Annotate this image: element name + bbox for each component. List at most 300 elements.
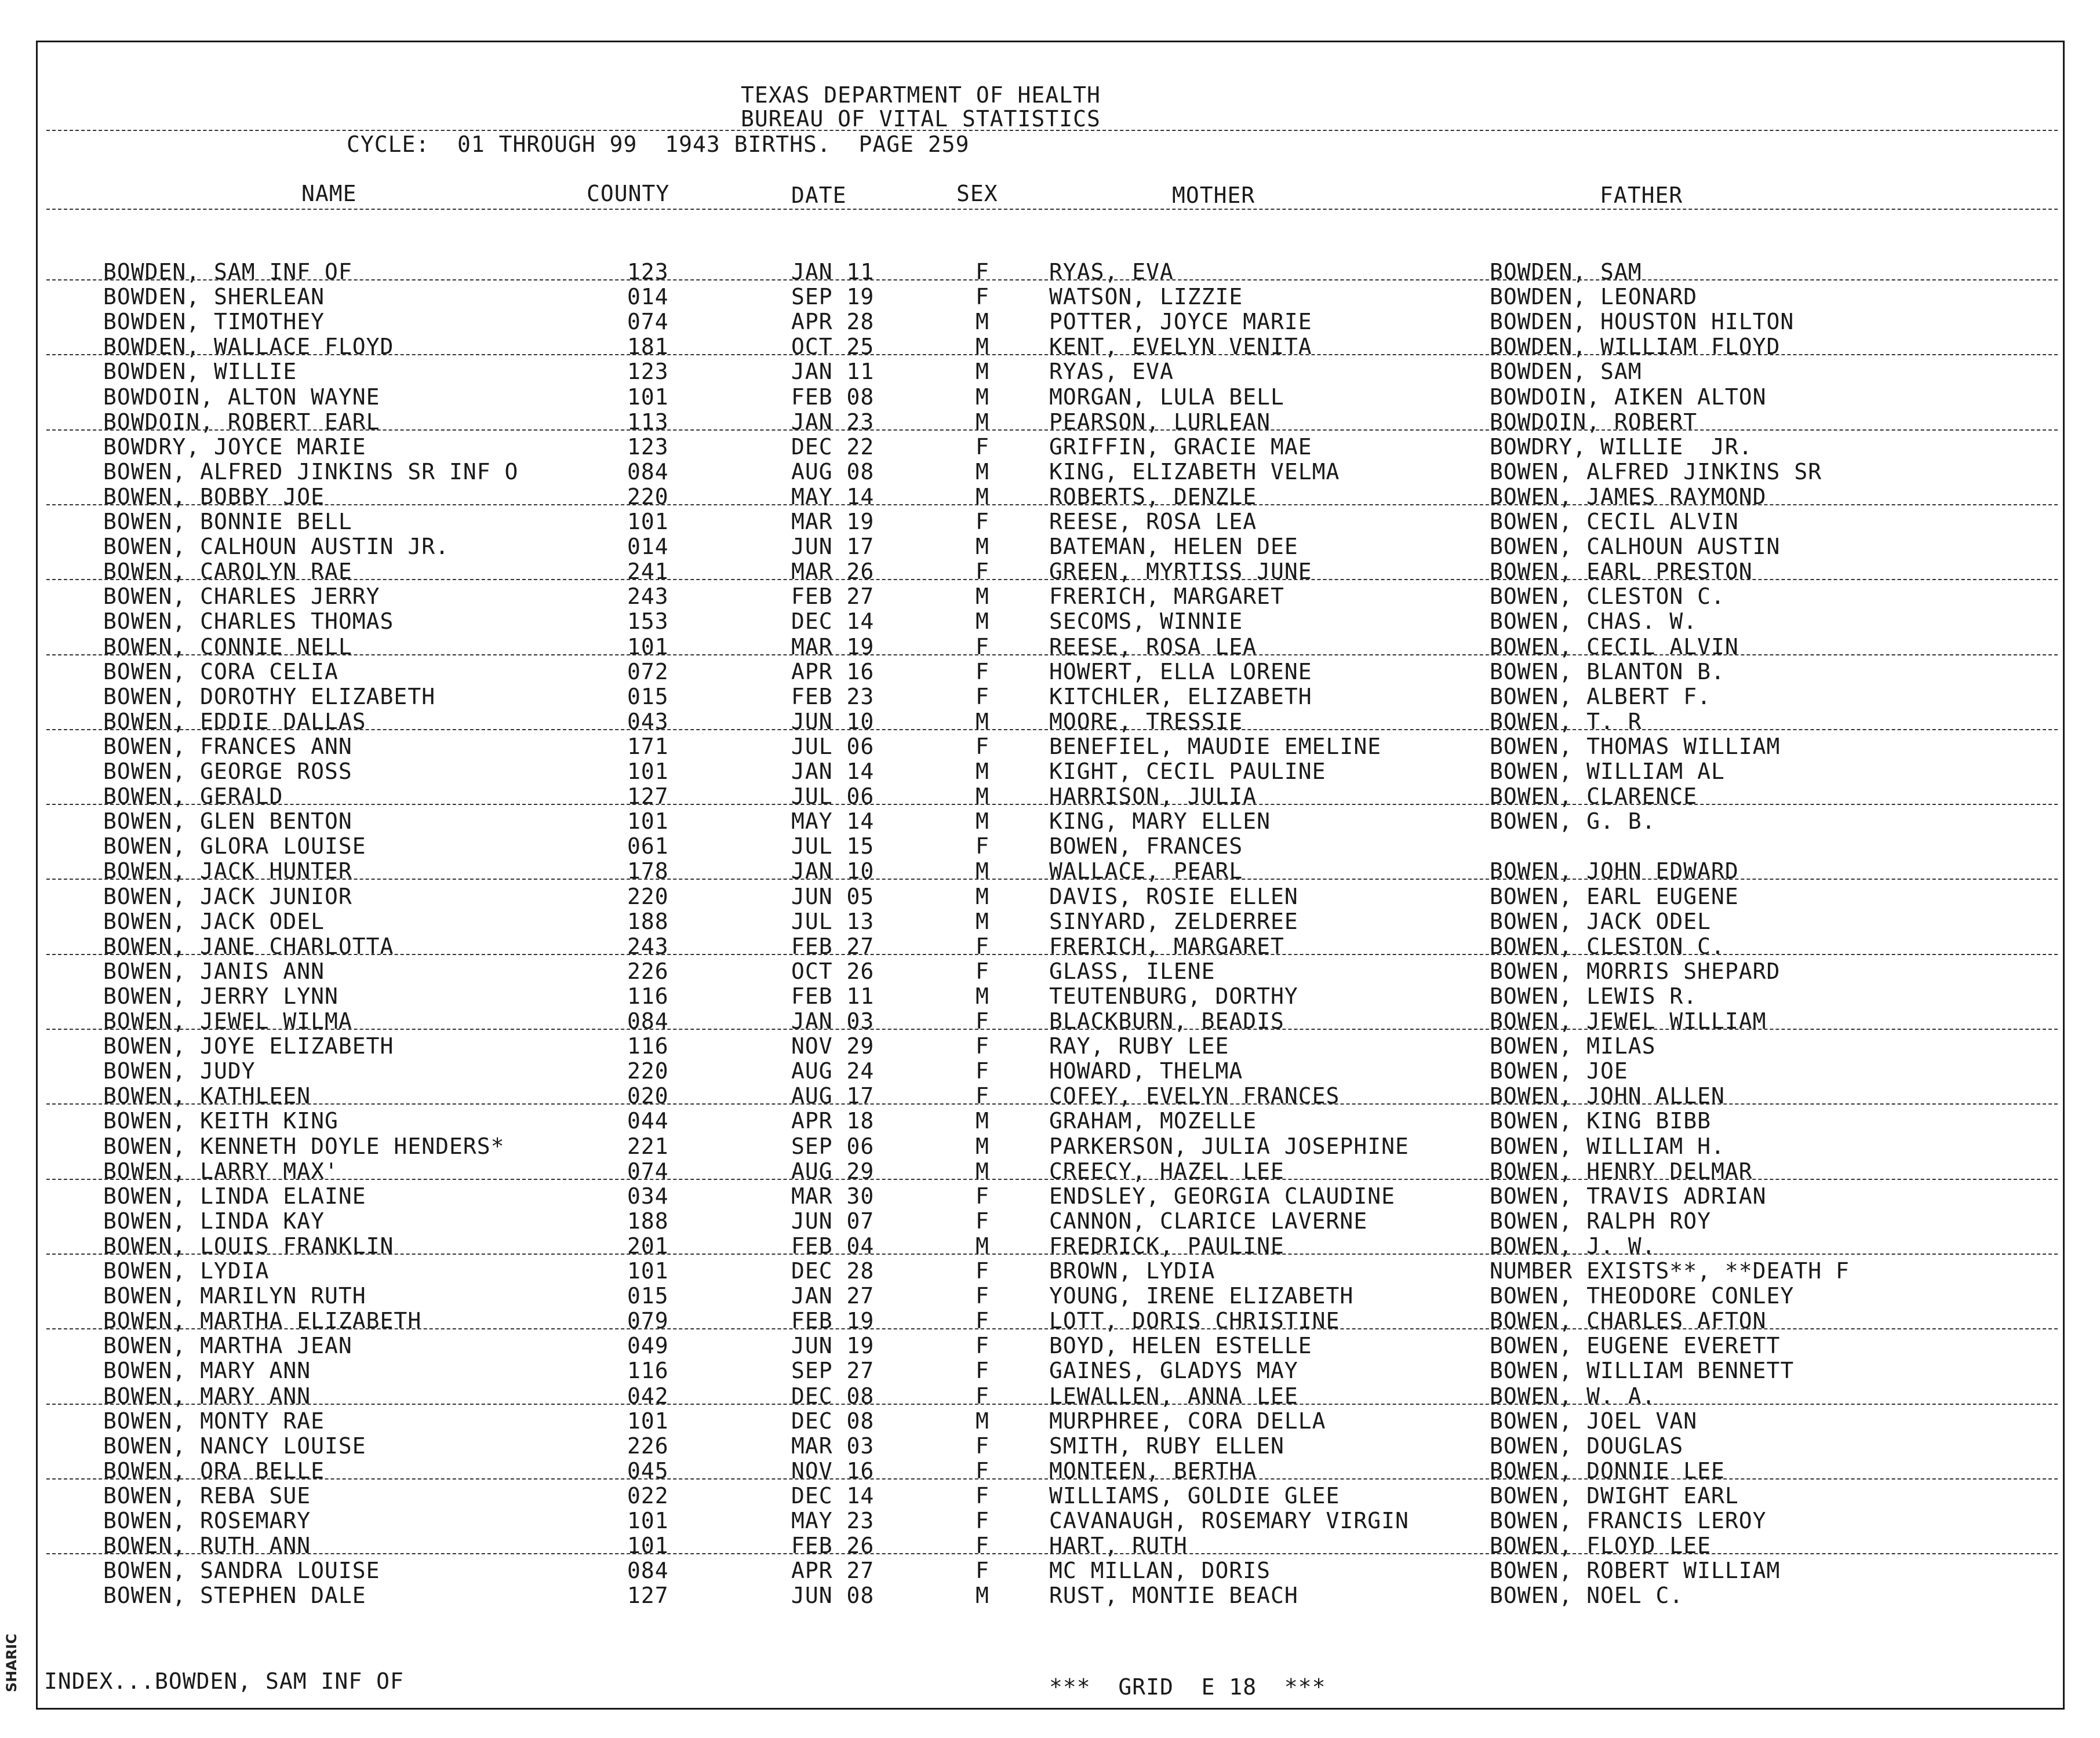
record-county: 101 xyxy=(627,509,669,534)
record-father: BOWEN, EUGENE EVERETT xyxy=(1490,1333,1781,1359)
row-divider xyxy=(46,579,2058,580)
record-mother: MURPHREE, CORA DELLA xyxy=(1049,1408,1326,1434)
record-father: BOWEN, RALPH ROY xyxy=(1490,1208,1712,1234)
record-name: BOWEN, MARY ANN xyxy=(103,1358,311,1384)
record-father: BOWEN, HENRY DELMAR xyxy=(1490,1158,1753,1184)
row-divider xyxy=(46,1404,2058,1405)
record-mother: RYAS, EVA xyxy=(1049,359,1174,385)
record-father: BOWEN, FLOYD LEE xyxy=(1490,1533,1712,1559)
record-sex: M xyxy=(976,409,989,435)
record-county: 043 xyxy=(627,708,669,734)
record-row xyxy=(0,1558,2100,1583)
record-father: BOWEN, JOE xyxy=(1490,1058,1628,1084)
record-sex: M xyxy=(976,908,989,934)
record-row xyxy=(0,1259,2100,1283)
record-row xyxy=(0,1434,2100,1458)
record-father: BOWEN, CLESTON C. xyxy=(1490,584,1725,610)
record-mother: LEWALLEN, ANNA LEE xyxy=(1049,1383,1298,1409)
record-county: 034 xyxy=(627,1183,669,1209)
record-name: BOWEN, BOBBY JOE xyxy=(103,483,325,509)
record-date: JAN 23 xyxy=(791,409,875,435)
record-county: 084 xyxy=(627,1558,669,1584)
record-row xyxy=(0,909,2100,934)
record-mother: BENEFIEL, MAUDIE EMELINE xyxy=(1049,733,1382,759)
record-mother: ENDSLEY, GEORGIA CLAUDINE xyxy=(1049,1183,1395,1209)
record-row xyxy=(0,884,2100,909)
record-mother: BLACKBURN, BEADIS xyxy=(1049,1008,1284,1034)
record-date: SEP 19 xyxy=(791,284,875,310)
record-county: 171 xyxy=(627,733,669,759)
record-name: BOWEN, MONTY RAE xyxy=(103,1408,325,1434)
row-divider xyxy=(46,1328,2058,1329)
record-county: 074 xyxy=(627,309,669,335)
record-name: BOWEN, LINDA KAY xyxy=(103,1208,325,1234)
record-date: SEP 06 xyxy=(791,1133,875,1159)
record-father: BOWEN, WILLIAM BENNETT xyxy=(1490,1358,1795,1384)
record-date: MAY 14 xyxy=(791,483,875,509)
record-mother: KIGHT, CECIL PAULINE xyxy=(1049,759,1326,784)
record-row xyxy=(0,309,2100,334)
record-sex: F xyxy=(976,1283,989,1309)
record-sex: F xyxy=(976,1508,989,1533)
record-father: BOWEN, ROBERT WILLIAM xyxy=(1490,1558,1781,1584)
record-date: MAR 30 xyxy=(791,1183,875,1209)
record-row xyxy=(0,809,2100,833)
record-mother: GLASS, ILENE xyxy=(1049,958,1215,984)
record-date: APR 27 xyxy=(791,1558,875,1584)
record-father: BOWEN, DWIGHT EARL xyxy=(1490,1482,1739,1509)
record-mother: BOYD, HELEN ESTELLE xyxy=(1049,1333,1312,1359)
record-mother: RUST, MONTIE BEACH xyxy=(1049,1583,1298,1609)
record-name: BOWEN, DOROTHY ELIZABETH xyxy=(103,683,436,709)
record-date: NOV 29 xyxy=(791,1033,875,1059)
column-header-father: FATHER xyxy=(1600,183,1683,208)
record-county: 049 xyxy=(627,1333,669,1359)
record-row xyxy=(0,660,2100,684)
record-date: JAN 14 xyxy=(791,759,875,784)
record-mother: YOUNG, IRENE ELIZABETH xyxy=(1049,1283,1354,1309)
record-county: 123 xyxy=(627,259,669,285)
record-date: DEC 14 xyxy=(791,609,875,635)
record-date: AUG 24 xyxy=(791,1058,875,1084)
record-date: JUN 05 xyxy=(791,883,875,909)
record-row xyxy=(0,1333,2100,1358)
record-row xyxy=(0,1284,2100,1308)
record-sex: M xyxy=(976,609,989,635)
record-name: BOWEN, REBA SUE xyxy=(103,1482,311,1509)
record-father: BOWEN, JOEL VAN xyxy=(1490,1408,1698,1434)
record-father: BOWEN, CALHOUN AUSTIN xyxy=(1490,534,1781,560)
record-father: BOWEN, WILLIAM AL xyxy=(1490,759,1725,784)
record-sex: F xyxy=(976,259,989,285)
record-date: SEP 27 xyxy=(791,1358,875,1384)
record-date: JAN 11 xyxy=(791,359,875,385)
record-date: JUL 15 xyxy=(791,833,875,859)
record-father: BOWEN, BLANTON B. xyxy=(1490,658,1725,684)
record-name: BOWEN, EDDIE DALLAS xyxy=(103,708,366,734)
record-mother: FRERICH, MARGARET xyxy=(1049,933,1284,959)
bureau-title: BUREAU OF VITAL STATISTICS xyxy=(741,106,1101,132)
record-date: FEB 08 xyxy=(791,384,875,410)
record-county: 042 xyxy=(627,1383,669,1409)
record-county: 101 xyxy=(627,1258,669,1284)
record-date: FEB 04 xyxy=(791,1233,875,1259)
record-date: JUN 08 xyxy=(791,1583,875,1609)
record-mother: FREDRICK, PAULINE xyxy=(1049,1233,1284,1259)
record-father: BOWEN, MORRIS SHEPARD xyxy=(1490,958,1781,984)
record-sex: M xyxy=(976,384,989,410)
record-mother: HART, RUTH xyxy=(1049,1533,1188,1559)
record-county: 226 xyxy=(627,958,669,984)
record-date: JUN 07 xyxy=(791,1208,875,1234)
record-row xyxy=(0,684,2100,709)
record-date: AUG 29 xyxy=(791,1158,875,1184)
record-name: BOWEN, JACK ODEL xyxy=(103,908,325,934)
record-county: 123 xyxy=(627,359,669,385)
record-sex: M xyxy=(976,458,989,484)
record-father: BOWEN, CLESTON C. xyxy=(1490,933,1725,959)
record-sex: M xyxy=(976,784,989,810)
side-label: SHARIC xyxy=(3,1634,20,1692)
record-row xyxy=(0,1358,2100,1383)
record-county: 113 xyxy=(627,409,669,435)
record-mother: FRERICH, MARGARET xyxy=(1049,584,1284,610)
record-county: 181 xyxy=(627,334,669,360)
record-sex: F xyxy=(976,658,989,684)
record-name: BOWEN, GLORA LOUISE xyxy=(103,833,366,859)
grid-label: *** GRID E 18 *** xyxy=(1049,1674,1326,1700)
record-father: BOWEN, FRANCIS LEROY xyxy=(1490,1508,1767,1533)
record-date: FEB 26 xyxy=(791,1533,875,1559)
record-sex: F xyxy=(976,509,989,534)
record-county: 123 xyxy=(627,433,669,460)
record-father: BOWEN, MILAS xyxy=(1490,1033,1656,1059)
record-county: 153 xyxy=(627,609,669,635)
record-father: BOWEN, JOHN ALLEN xyxy=(1490,1083,1725,1109)
record-father: BOWEN, THEODORE CONLEY xyxy=(1490,1283,1795,1309)
record-sex: F xyxy=(976,633,989,660)
record-county: 226 xyxy=(627,1433,669,1459)
record-name: BOWEN, ORA BELLE xyxy=(103,1458,325,1484)
record-county: 022 xyxy=(627,1482,669,1509)
record-father: BOWDEN, HOUSTON HILTON xyxy=(1490,309,1795,335)
record-county: 188 xyxy=(627,908,669,934)
record-row xyxy=(0,1034,2100,1058)
record-mother: RYAS, EVA xyxy=(1049,259,1174,285)
record-name: BOWEN, CHARLES JERRY xyxy=(103,584,380,610)
record-name: BOWEN, GERALD xyxy=(103,784,283,810)
record-father: BOWEN, ALBERT F. xyxy=(1490,683,1712,709)
record-date: OCT 26 xyxy=(791,958,875,984)
record-date: JAN 10 xyxy=(791,858,875,884)
record-date: APR 28 xyxy=(791,309,875,335)
row-divider xyxy=(46,1179,2058,1180)
row-divider xyxy=(46,879,2058,880)
record-name: BOWEN, JOYE ELIZABETH xyxy=(103,1033,394,1059)
record-name: BOWEN, MARY ANN xyxy=(103,1383,311,1409)
record-date: JUN 10 xyxy=(791,708,875,734)
record-row xyxy=(0,959,2100,983)
record-sex: F xyxy=(976,1008,989,1034)
record-name: BOWEN, CHARLES THOMAS xyxy=(103,609,394,635)
record-sex: F xyxy=(976,1058,989,1084)
record-county: 127 xyxy=(627,1583,669,1609)
record-date: MAY 23 xyxy=(791,1508,875,1533)
record-sex: M xyxy=(976,1158,989,1184)
record-name: BOWEN, KENNETH DOYLE HENDERS* xyxy=(103,1133,505,1159)
record-sex: F xyxy=(976,1208,989,1234)
record-date: DEC 08 xyxy=(791,1383,875,1409)
record-county: 044 xyxy=(627,1108,669,1134)
record-mother: GRIFFIN, GRACIE MAE xyxy=(1049,433,1312,460)
record-row xyxy=(0,285,2100,309)
record-father: NUMBER EXISTS**, **DEATH F xyxy=(1490,1258,1850,1284)
row-divider xyxy=(46,429,2058,431)
record-mother: PARKERSON, JULIA JOSEPHINE xyxy=(1049,1133,1409,1159)
record-county: 116 xyxy=(627,983,669,1009)
record-date: MAR 26 xyxy=(791,559,875,585)
record-sex: M xyxy=(976,334,989,360)
record-county: 220 xyxy=(627,1058,669,1084)
record-row xyxy=(0,509,2100,534)
record-name: BOWEN, NANCY LOUISE xyxy=(103,1433,366,1459)
record-row xyxy=(0,1583,2100,1608)
record-name: BOWDEN, WILLIE xyxy=(103,359,297,385)
record-row xyxy=(0,1209,2100,1233)
record-father: BOWDRY, WILLIE JR. xyxy=(1490,433,1753,460)
record-mother: WALLACE, PEARL xyxy=(1049,858,1243,884)
record-mother: SECOMS, WINNIE xyxy=(1049,609,1243,635)
record-sex: F xyxy=(976,284,989,310)
record-county: 201 xyxy=(627,1233,669,1259)
record-county: 079 xyxy=(627,1308,669,1334)
record-date: NOV 16 xyxy=(791,1458,875,1484)
record-mother: KING, MARY ELLEN xyxy=(1049,808,1271,835)
record-sex: F xyxy=(976,1458,989,1484)
record-mother: MORGAN, LULA BELL xyxy=(1049,384,1284,410)
row-divider xyxy=(46,504,2058,505)
record-county: 072 xyxy=(627,658,669,684)
record-county: 220 xyxy=(627,883,669,909)
record-name: BOWEN, JEWEL WILMA xyxy=(103,1008,352,1034)
record-county: 101 xyxy=(627,1508,669,1533)
department-title: TEXAS DEPARTMENT OF HEALTH xyxy=(741,82,1101,108)
record-county: 101 xyxy=(627,384,669,410)
record-father: BOWDOIN, ROBERT xyxy=(1490,409,1698,435)
record-mother: GAINES, GLADYS MAY xyxy=(1049,1358,1298,1384)
record-row xyxy=(0,759,2100,784)
record-mother: BOWEN, FRANCES xyxy=(1049,833,1243,859)
record-sex: M xyxy=(976,708,989,734)
row-divider xyxy=(46,1553,2058,1554)
record-mother: KENT, EVELYN VENITA xyxy=(1049,334,1312,360)
record-name: BOWDEN, SAM INF OF xyxy=(103,259,352,285)
record-date: APR 16 xyxy=(791,658,875,684)
row-divider xyxy=(46,1103,2058,1105)
record-mother: DAVIS, ROSIE ELLEN xyxy=(1049,883,1298,909)
record-county: 116 xyxy=(627,1358,669,1384)
record-mother: GREEN, MYRTISS JUNE xyxy=(1049,559,1312,585)
row-divider xyxy=(46,354,2058,355)
record-county: 020 xyxy=(627,1083,669,1109)
column-header-name: NAME xyxy=(301,181,357,206)
record-name: BOWEN, RUTH ANN xyxy=(103,1533,311,1559)
record-father: BOWEN, WILLIAM H. xyxy=(1490,1133,1725,1159)
record-mother: LOTT, DORIS CHRISTINE xyxy=(1049,1308,1340,1334)
record-date: JUL 06 xyxy=(791,733,875,759)
column-header-sex: SEX xyxy=(956,181,998,206)
record-sex: F xyxy=(976,1308,989,1334)
column-header-mother: MOTHER xyxy=(1172,183,1255,208)
record-row xyxy=(0,834,2100,858)
record-sex: F xyxy=(976,1033,989,1059)
record-county: 084 xyxy=(627,458,669,484)
record-sex: M xyxy=(976,808,989,835)
record-county: 243 xyxy=(627,584,669,610)
record-father: BOWDEN, SAM xyxy=(1490,359,1642,385)
row-divider xyxy=(46,729,2058,730)
record-sex: M xyxy=(976,858,989,884)
record-county: 243 xyxy=(627,933,669,959)
record-father: BOWEN, JEWEL WILLIAM xyxy=(1490,1008,1767,1034)
record-name: BOWEN, SANDRA LOUISE xyxy=(103,1558,380,1584)
record-father: BOWDEN, WILLIAM FLOYD xyxy=(1490,334,1781,360)
record-sex: F xyxy=(976,1358,989,1384)
record-father: BOWEN, JAMES RAYMOND xyxy=(1490,483,1767,509)
record-row xyxy=(0,359,2100,384)
record-father: BOWEN, JACK ODEL xyxy=(1490,908,1712,934)
record-row xyxy=(0,385,2100,409)
record-county: 241 xyxy=(627,559,669,585)
record-county: 116 xyxy=(627,1033,669,1059)
record-mother: COFEY, EVELYN FRANCES xyxy=(1049,1083,1340,1109)
record-county: 220 xyxy=(627,483,669,509)
record-name: BOWEN, ROSEMARY xyxy=(103,1508,311,1533)
record-row xyxy=(0,609,2100,633)
record-sex: F xyxy=(976,683,989,709)
record-father: BOWEN, LEWIS R. xyxy=(1490,983,1698,1009)
record-sex: F xyxy=(976,1533,989,1559)
record-father: BOWEN, JOHN EDWARD xyxy=(1490,858,1739,884)
record-father: BOWEN, W. A. xyxy=(1490,1383,1656,1409)
record-sex: F xyxy=(976,1482,989,1509)
record-county: 178 xyxy=(627,858,669,884)
record-sex: F xyxy=(976,733,989,759)
record-name: BOWEN, CORA CELIA xyxy=(103,658,339,684)
record-row xyxy=(0,1184,2100,1208)
record-date: DEC 08 xyxy=(791,1408,875,1434)
record-sex: M xyxy=(976,359,989,385)
column-header-county: COUNTY xyxy=(587,181,670,206)
record-county: 061 xyxy=(627,833,669,859)
record-date: JAN 03 xyxy=(791,1008,875,1034)
record-mother: SMITH, RUBY ELLEN xyxy=(1049,1433,1284,1459)
record-name: BOWEN, JERRY LYNN xyxy=(103,983,339,1009)
record-name: BOWEN, GEORGE ROSS xyxy=(103,759,352,784)
record-name: BOWEN, JUDY xyxy=(103,1058,256,1084)
record-father: BOWEN, CHAS. W. xyxy=(1490,609,1698,635)
record-name: BOWEN, JACK HUNTER xyxy=(103,858,352,884)
record-father: BOWEN, CECIL ALVIN xyxy=(1490,633,1739,660)
record-mother: CREECY, HAZEL LEE xyxy=(1049,1158,1284,1184)
record-date: DEC 22 xyxy=(791,433,875,460)
record-name: BOWEN, LINDA ELAINE xyxy=(103,1183,366,1209)
record-sex: F xyxy=(976,1258,989,1284)
record-name: BOWEN, ALFRED JINKINS SR INF O xyxy=(103,458,519,484)
record-row xyxy=(0,435,2100,459)
record-county: 014 xyxy=(627,284,669,310)
record-date: DEC 28 xyxy=(791,1258,875,1284)
record-name: BOWDEN, TIMOTHEY xyxy=(103,309,325,335)
record-mother: HOWARD, THELMA xyxy=(1049,1058,1243,1084)
record-mother: MOORE, TRESSIE xyxy=(1049,708,1243,734)
record-father: BOWEN, TRAVIS ADRIAN xyxy=(1490,1183,1767,1209)
record-mother: TEUTENBURG, DORTHY xyxy=(1049,983,1298,1009)
column-header-date: DATE xyxy=(791,183,847,208)
record-name: BOWEN, STEPHEN DALE xyxy=(103,1583,366,1609)
row-divider xyxy=(46,1254,2058,1255)
record-mother: MC MILLAN, DORIS xyxy=(1049,1558,1271,1584)
record-mother: PEARSON, LURLEAN xyxy=(1049,409,1271,435)
record-mother: HARRISON, JULIA xyxy=(1049,784,1257,810)
record-sex: F xyxy=(976,1433,989,1459)
row-divider xyxy=(46,1478,2058,1480)
record-name: BOWDEN, SHERLEAN xyxy=(103,284,325,310)
record-row xyxy=(0,534,2100,559)
record-mother: WILLIAMS, GOLDIE GLEE xyxy=(1049,1482,1340,1509)
record-sex: M xyxy=(976,534,989,560)
record-sex: F xyxy=(976,933,989,959)
record-date: FEB 11 xyxy=(791,983,875,1009)
record-mother: POTTER, JOYCE MARIE xyxy=(1049,309,1312,335)
record-father: BOWEN, EARL EUGENE xyxy=(1490,883,1739,909)
record-father: BOWDEN, SAM xyxy=(1490,259,1642,285)
record-name: BOWEN, KEITH KING xyxy=(103,1108,339,1134)
record-name: BOWEN, MARTHA ELIZABETH xyxy=(103,1308,422,1334)
record-father: BOWEN, DONNIE LEE xyxy=(1490,1458,1725,1484)
cycle-line: CYCLE: 01 THROUGH 99 1943 BIRTHS. PAGE 259 xyxy=(347,132,970,157)
record-mother: KITCHLER, ELIZABETH xyxy=(1049,683,1312,709)
record-county: 074 xyxy=(627,1158,669,1184)
record-mother: SINYARD, ZELDERREE xyxy=(1049,908,1298,934)
record-name: BOWEN, LARRY MAX' xyxy=(103,1158,339,1184)
record-sex: M xyxy=(976,309,989,335)
record-date: OCT 25 xyxy=(791,334,875,360)
record-sex: M xyxy=(976,483,989,509)
record-name: BOWEN, LYDIA xyxy=(103,1258,270,1284)
record-county: 101 xyxy=(627,633,669,660)
record-father: BOWDOIN, AIKEN ALTON xyxy=(1490,384,1767,410)
record-father: BOWEN, J. W. xyxy=(1490,1233,1656,1259)
record-county: 101 xyxy=(627,808,669,835)
record-father: BOWEN, CECIL ALVIN xyxy=(1490,509,1739,534)
record-date: MAR 03 xyxy=(791,1433,875,1459)
record-sex: F xyxy=(976,833,989,859)
record-name: BOWDEN, WALLACE FLOYD xyxy=(103,334,394,360)
record-mother: REESE, ROSA LEA xyxy=(1049,633,1257,660)
record-date: MAR 19 xyxy=(791,509,875,534)
record-mother: WATSON, LIZZIE xyxy=(1049,284,1243,310)
record-name: BOWEN, LOUIS FRANKLIN xyxy=(103,1233,394,1259)
record-sex: M xyxy=(976,983,989,1009)
record-date: JAN 11 xyxy=(791,259,875,285)
record-name: BOWDOIN, ROBERT EARL xyxy=(103,409,380,435)
record-county: 101 xyxy=(627,1408,669,1434)
record-mother: ROBERTS, DENZLE xyxy=(1049,483,1257,509)
record-county: 188 xyxy=(627,1208,669,1234)
row-divider xyxy=(46,1029,2058,1030)
record-row xyxy=(0,734,2100,759)
